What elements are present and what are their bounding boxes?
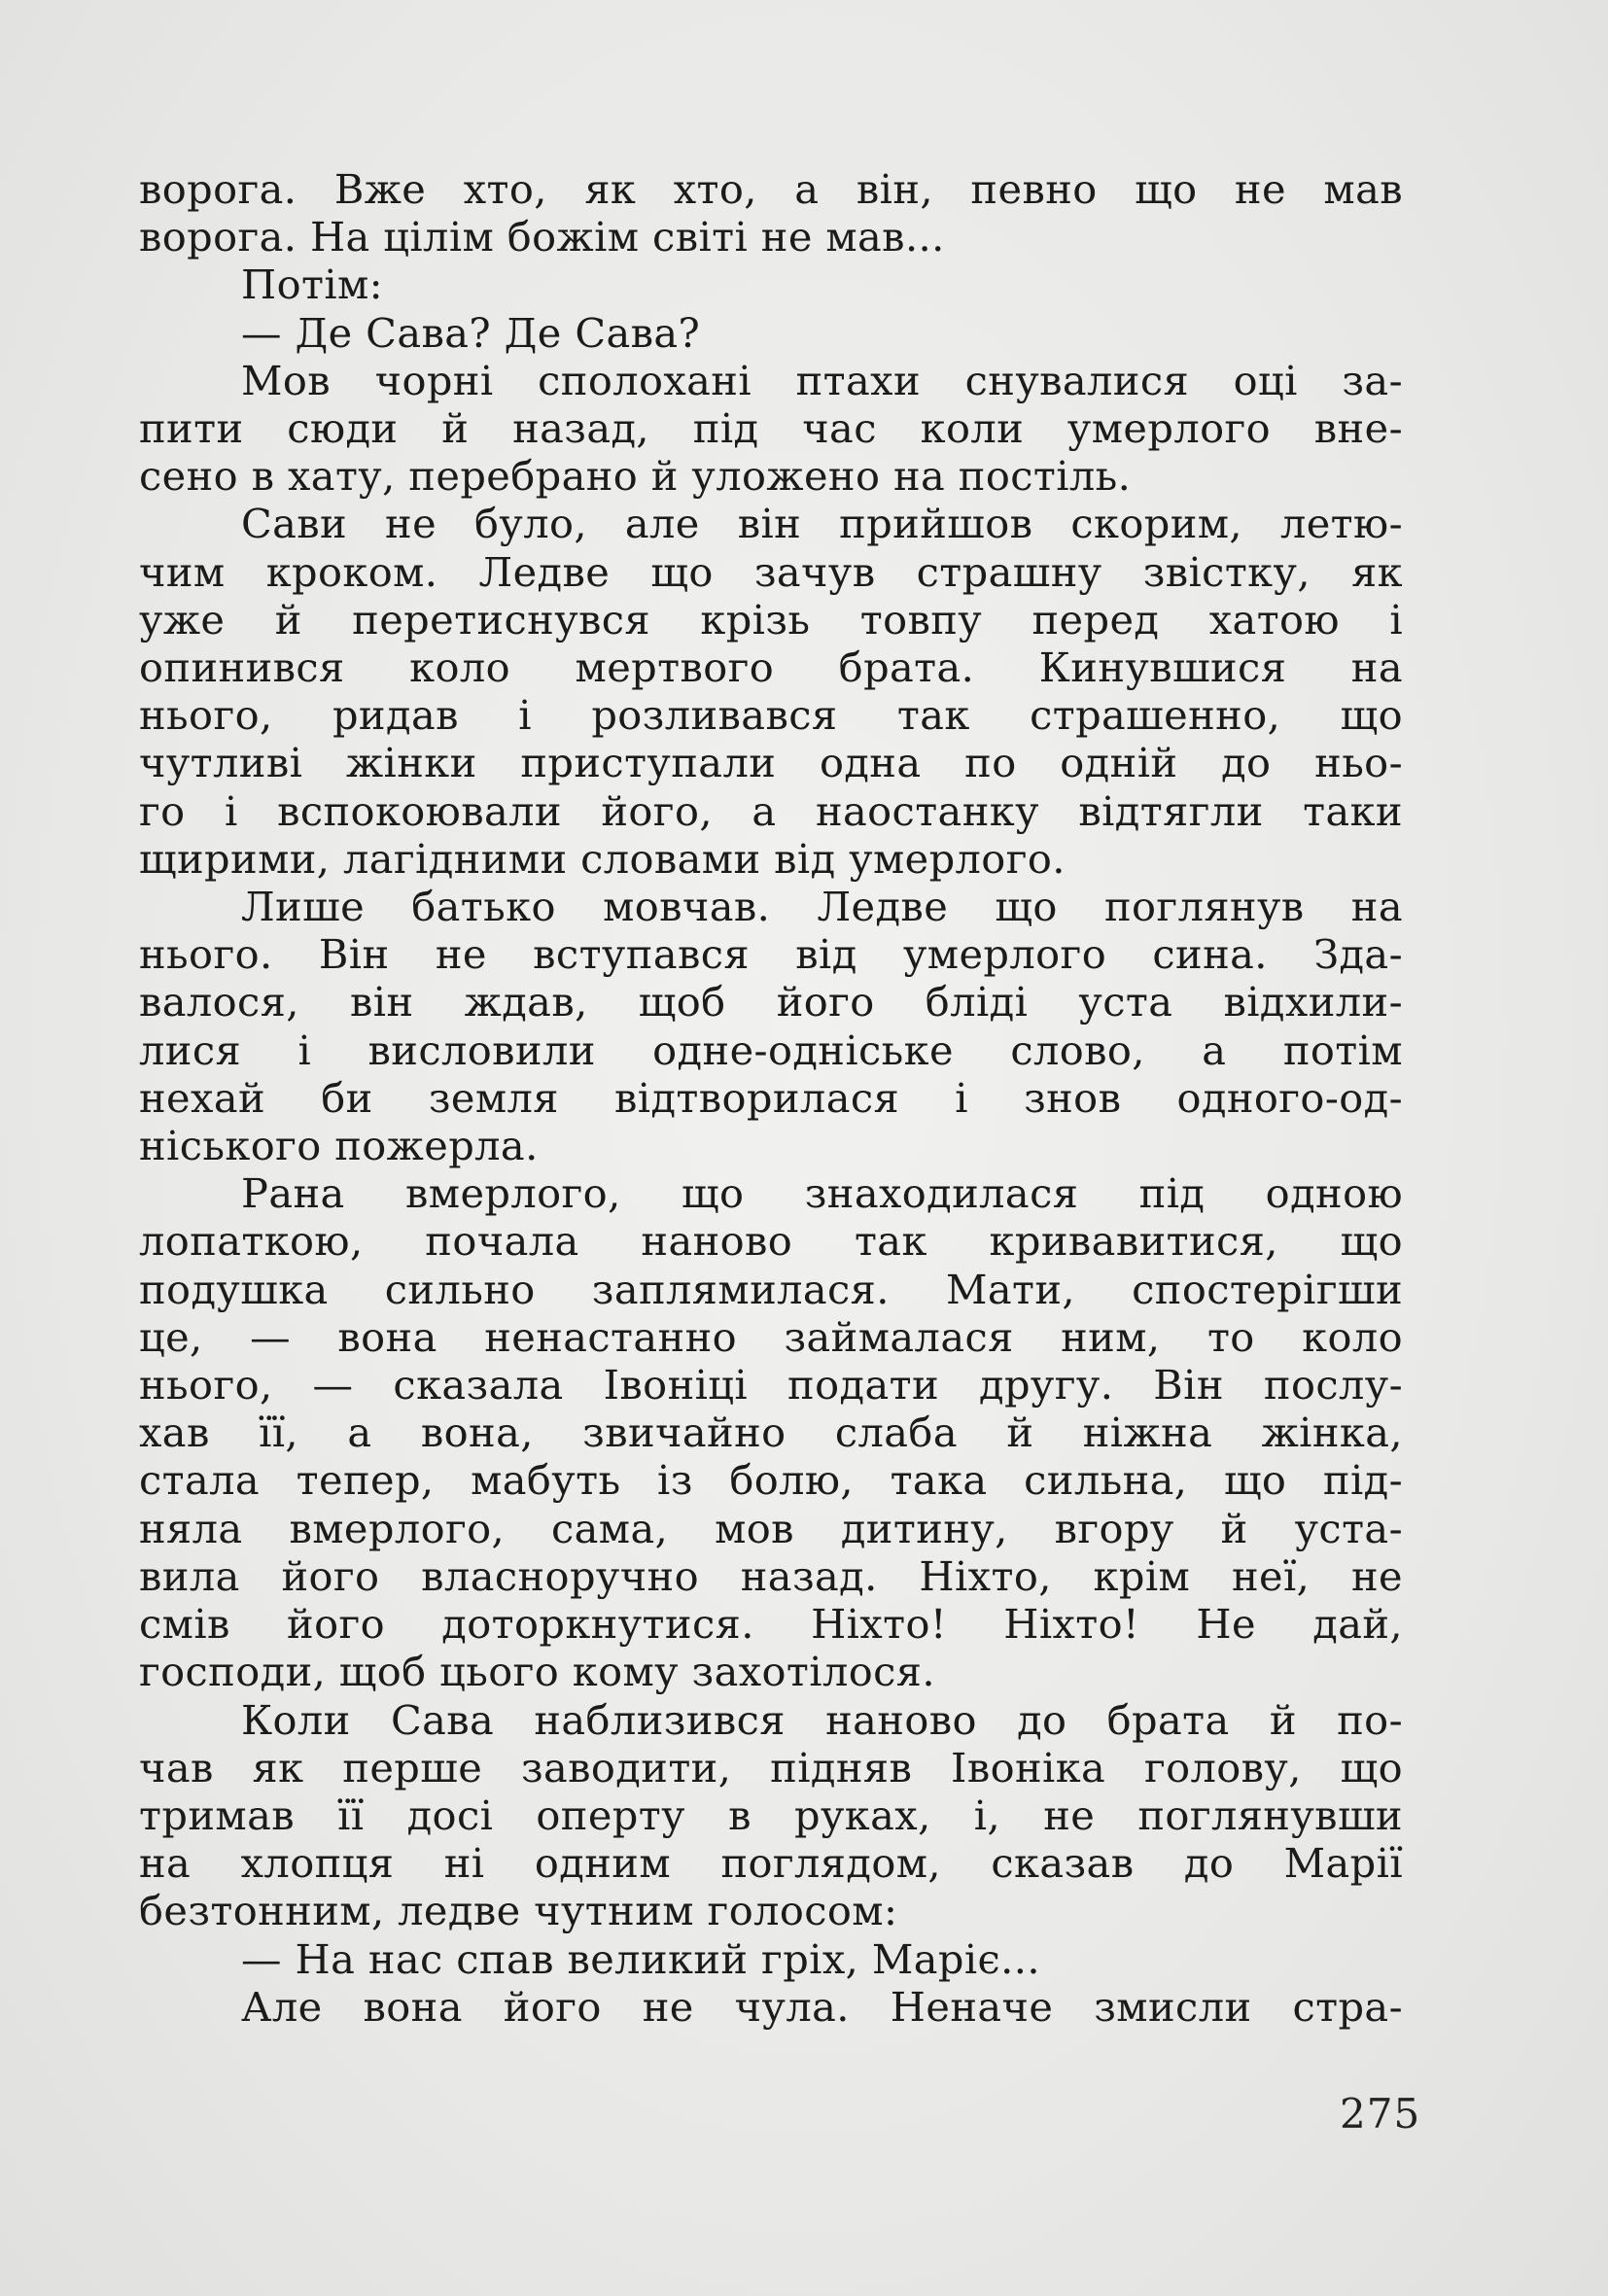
text-line: смів його доторкнутися. Ніхто! Ніхто! Не дай, [139, 1600, 1403, 1649]
text-line: господи, щоб цього кому захотілося. [139, 1648, 935, 1696]
text-line: вила його власноручно назад. Ніхто, крім неї, не [139, 1551, 1403, 1600]
text-line: це, — вона ненастанно займалася ним, то коло [139, 1312, 1403, 1361]
text-line: Коли Сава наблизився наново до брата й по- [241, 1695, 1403, 1744]
text-line: хав її, а вона, звичайно слаба й ніжна жінка, [139, 1409, 1403, 1457]
text-line: ворога. Вже хто, як хто, а він, певно що не мав [139, 165, 1403, 213]
text-line: няла вмерлого, сама, мов дитину, вгору й уста- [139, 1504, 1403, 1552]
text-line: Мов чорні сполохані птахи снувалися оці за- [241, 356, 1403, 404]
text-line: стала тепер, мабуть із болю, така сильна, що під- [139, 1456, 1403, 1505]
text-line: — Де Сава? Де Сава? [241, 308, 701, 357]
text-line: — На нас спав великий гріх, Маріє... [241, 1934, 1040, 1983]
text-line: чав як перше заводити, підняв Івоніка голову, що [139, 1743, 1403, 1792]
text-line: пити сюди й назад, під час коли умерлого вне- [139, 404, 1403, 453]
text-line: валося, він ждав, щоб його блідi уста відхили- [139, 978, 1403, 1026]
text-line: ніського пожерла. [139, 1122, 539, 1170]
text-line: нього, ридав і розливався так страшенно, що [139, 691, 1403, 740]
text-line: нього. Він не вступався від умерлого сина. Зда- [139, 930, 1403, 979]
text-line: уже й перетиснувся крізь товпу перед хатою і [139, 595, 1403, 644]
text-line: Але вона його не чула. Неначе змисли стра- [241, 1982, 1403, 2031]
page-number: 275 [1340, 2090, 1421, 2138]
text-line: нехай би земля відтворилася і знов одного-од- [139, 1073, 1403, 1122]
text-line: Лише батько мовчав. Ледве що поглянув на [241, 883, 1403, 931]
text-line: ворога. На цілім божім світі не мав... [139, 213, 945, 261]
text-line: лися і висловили одне-однiське слово, а потім [139, 1026, 1403, 1074]
text-line: лопаткою, почала наново так кривавитися, що [139, 1217, 1403, 1266]
text-line: опинився коло мертвого брата. Кинувшися на [139, 644, 1403, 692]
text-line: нього, — сказала Івоніці подати другу. Він послу- [139, 1361, 1403, 1409]
text-line: Рана вмерлого, що знаходилася під одною [241, 1169, 1403, 1218]
text-line: на хлопця ні одним поглядом, сказав до Марії [139, 1839, 1403, 1888]
text-line: чутливі жінки приступали одна по одній до ньо- [139, 739, 1403, 787]
text-line: сено в хату, перебрано й уложено на постіль. [139, 452, 1132, 501]
text-line: Потім: [241, 261, 384, 309]
text-line: Сави не було, але він прийшов скорим, летю- [241, 500, 1403, 548]
body-text [139, 165, 1403, 2031]
text-line: го і вспокоювали його, а наостанку відтягли таки [139, 786, 1403, 835]
text-line: чим кроком. Ледве що зачув страшну звістку, як [139, 547, 1403, 596]
text-line: щирими, лагідними словами від умерлого. [139, 834, 1066, 883]
text-line: подушка сильно заплямилася. Мати, спостерігши [139, 1265, 1403, 1313]
text-line: тримав її досі оперту в руках, і, не поглянувши [139, 1791, 1403, 1839]
text-line: безтонним, ледве чутним голосом: [139, 1887, 898, 1935]
